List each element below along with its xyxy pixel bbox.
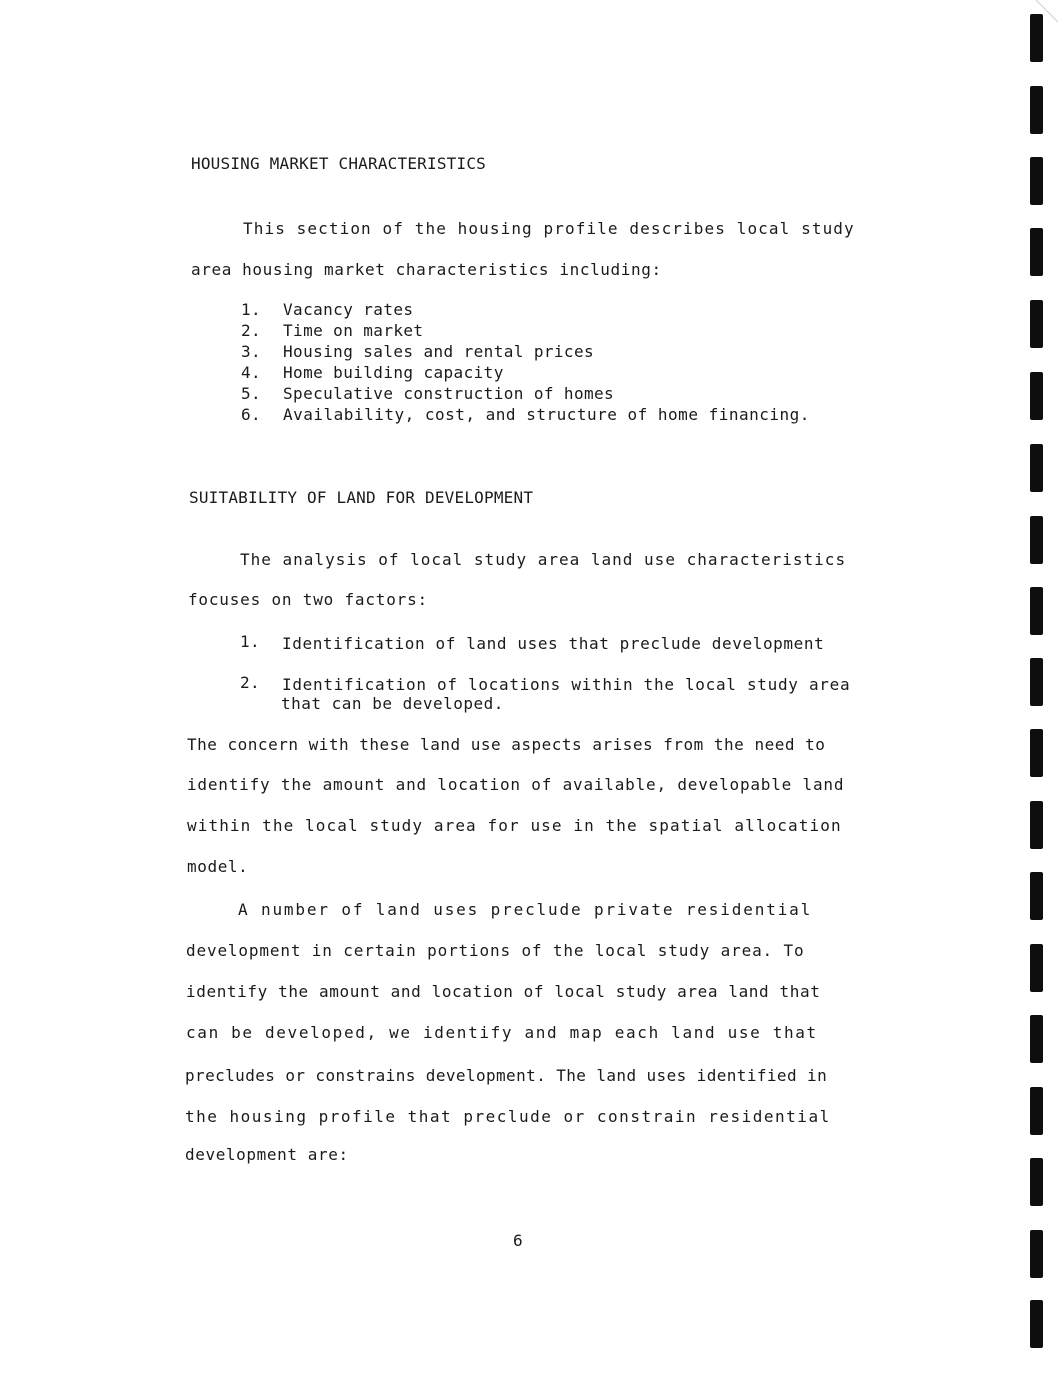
binding-hole	[1030, 444, 1043, 492]
binding-holes	[1024, 0, 1058, 1380]
binding-hole	[1030, 587, 1043, 635]
list-number: 6.	[241, 405, 262, 424]
list-item: Availability, cost, and structure of home financing.	[283, 405, 810, 424]
list-item: Home building capacity	[283, 363, 504, 382]
list-number: 1.	[240, 632, 261, 651]
body-line: development are:	[185, 1145, 349, 1164]
list-number: 1.	[241, 300, 262, 319]
body-line: identify the amount and location of available, developable land	[187, 775, 845, 794]
body-line: A number of land uses preclude private residential	[238, 900, 813, 919]
section-heading-land-suitability: SUITABILITY OF LAND FOR DEVELOPMENT	[189, 488, 534, 507]
body-line: can be developed, we identify and map each land use that	[186, 1023, 818, 1042]
list-number: 5.	[241, 384, 262, 403]
binding-hole	[1030, 157, 1043, 205]
list-number: 2.	[241, 321, 262, 340]
binding-hole	[1030, 86, 1043, 134]
body-line: identify the amount and location of local study area land that	[186, 982, 821, 1001]
binding-hole	[1030, 658, 1043, 706]
intro-line: The analysis of local study area land use characteristics	[240, 550, 847, 569]
binding-hole	[1030, 1015, 1043, 1063]
list-item: Identification of locations within the local study area	[282, 675, 851, 694]
binding-hole	[1030, 1087, 1043, 1135]
binding-hole	[1030, 1158, 1043, 1206]
list-item-continuation: that can be developed.	[281, 694, 504, 713]
binding-hole	[1030, 1300, 1043, 1348]
scan-corner-mark	[1032, 0, 1058, 26]
binding-hole	[1030, 228, 1043, 276]
body-line: development in certain portions of the local study area. To	[186, 941, 805, 960]
binding-hole	[1030, 729, 1043, 777]
list-item: Vacancy rates	[283, 300, 414, 319]
binding-hole	[1030, 516, 1043, 564]
body-line: The concern with these land use aspects arises from the need to	[187, 735, 826, 754]
binding-hole	[1030, 801, 1043, 849]
body-line: model.	[187, 857, 249, 876]
list-number: 2.	[240, 673, 261, 692]
list-item: Speculative construction of homes	[283, 384, 615, 403]
intro-line: focuses on two factors:	[188, 590, 428, 609]
body-line: precludes or constrains development. The land uses identified in	[185, 1066, 828, 1085]
binding-hole	[1030, 300, 1043, 348]
list-item: Time on market	[283, 321, 424, 340]
intro-line: area housing market characteristics including:	[191, 260, 662, 279]
binding-hole	[1030, 1230, 1043, 1278]
binding-hole	[1030, 872, 1043, 920]
body-line: the housing profile that preclude or constrain residential	[185, 1107, 831, 1126]
page-number: 6	[513, 1231, 524, 1250]
section-heading-housing-market: HOUSING MARKET CHARACTERISTICS	[191, 154, 486, 173]
list-item: Identification of land uses that preclude development	[282, 634, 825, 653]
binding-hole	[1030, 372, 1043, 420]
body-line: within the local study area for use in the spatial allocation	[187, 816, 842, 835]
list-number: 4.	[241, 363, 262, 382]
binding-hole	[1030, 944, 1043, 992]
intro-line: This section of the housing profile describes local study	[243, 219, 855, 238]
list-number: 3.	[241, 342, 262, 361]
list-item: Housing sales and rental prices	[283, 342, 595, 361]
